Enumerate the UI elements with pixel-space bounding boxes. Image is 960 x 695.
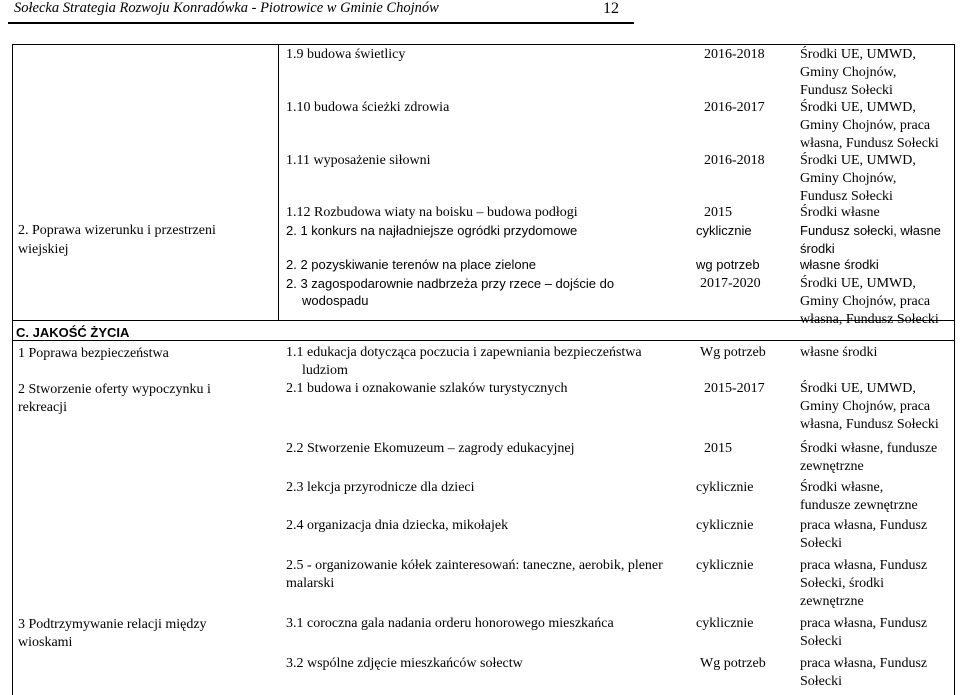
row-source: praca własna, Fundusz [800,518,928,533]
row-time: cyklicznie [696,558,754,573]
row-action: malarski [286,576,335,591]
row-time: 2015 [704,441,732,456]
document-header-title: Sołecka Strategia Rozwoju Konradówka - Piotrowice w Gminie Chojnów [14,0,439,16]
row-source: Fundusz sołecki, własne [800,223,941,238]
row-source: Gminy Chojnów, praca [800,294,931,309]
row-source: Sołecki [800,634,842,649]
row-time: cyklicznie [696,223,752,238]
row-action: ludziom [302,363,348,378]
goal-1-bezpieczenstwo: 1 Poprawa bezpieczeństwa [18,346,169,361]
row-source: własne środki [800,257,879,272]
row-time: cyklicznie [696,616,754,631]
row-time: 2016-2017 [704,100,765,115]
row-source: Sołecki, środki [800,576,884,591]
row-time: 2016-2018 [704,47,765,62]
row-source: Sołecki [800,674,842,689]
row-source: Środki UE, UMWD, [800,47,916,62]
section-heading-c: C. JAKOŚĆ ŻYCIA [16,325,130,340]
row-time: cyklicznie [696,480,754,495]
row-source: Środki UE, UMWD, [800,276,916,291]
row-source: Sołecki [800,536,842,551]
row-time: 2016-2018 [704,153,765,168]
row-source: Środki własne [800,205,880,220]
row-action: 2. 2 pozyskiwanie terenów na place zielone [286,257,537,272]
row-action: 2. 1 konkurs na najładniejsze ogródki przydomowe [286,223,578,238]
goal-2-wizerunek-line1: 2. Poprawa wizerunku i przestrzeni [18,223,216,238]
row-source: Środki własne, [800,480,884,495]
row-action: 1.12 Rozbudowa wiaty na boisku – budowa podłogi [286,205,578,220]
row-source: własne środki [800,345,878,360]
row-time: cyklicznie [696,518,754,533]
row-action: wodospadu [302,293,369,308]
row-action: 2.3 lekcja przyrodnicze dla dzieci [286,480,475,495]
row-action: 2.5 - organizowanie kółek zainteresowań: taneczne, aerobik, plener [286,558,663,573]
row-action: 2.1 budowa i oznakowanie szlaków turystycznych [286,381,568,396]
row-source: praca własna, Fundusz [800,558,928,573]
row-source: Gminy Chojnów, [800,65,897,80]
goal-3-relacje-line1: 3 Podtrzymywanie relacji między [18,617,207,632]
row-action: 1.10 budowa ścieżki zdrowia [286,100,450,115]
goal-2-oferta-line1: 2 Stworzenie oferty wypoczynku i [18,382,211,397]
goal-2-wizerunek-line2: wiejskiej [18,242,69,257]
row-source: zewnętrzne [800,594,864,609]
row-source: Środki UE, UMWD, [800,100,916,115]
row-time: Wg potrzeb [700,345,766,360]
page-number: 12 [603,0,619,17]
row-source: Gminy Chojnów, praca [800,399,931,414]
goal-2-oferta-line2: rekreacji [18,400,67,415]
row-source: praca własna, Fundusz [800,656,928,671]
row-action: 2.2 Stworzenie Ekomuzeum – zagrody edukacyjnej [286,441,575,456]
row-source: praca własna, Fundusz [800,616,928,631]
row-source: zewnętrzne [800,459,864,474]
row-time: 2015-2017 [704,381,765,396]
row-action: 3.2 wspólne zdjęcie mieszkańców sołectw [286,656,523,671]
row-action: 2.4 organizacja dnia dziecka, mikołajek [286,518,509,533]
row-source: Środki UE, UMWD, [800,381,916,396]
row-source: Gminy Chojnów, praca [800,118,931,133]
row-source: Fundusz Sołecki [800,189,893,204]
goal-3-relacje-line2: wioskami [18,635,73,650]
row-source: fundusze zewnętrzne [800,498,918,513]
row-source: środki [800,241,835,256]
row-action: 3.1 coroczna gala nadania orderu honorowego mieszkańca [286,616,614,631]
row-source: Środki UE, UMWD, [800,153,916,168]
row-action: 1.1 edukacja dotycząca poczucia i zapewniania bezpieczeństwa [286,345,642,360]
row-action: 1.11 wyposażenie siłowni [286,153,431,168]
row-source: własna, Fundusz Sołecki [800,136,939,151]
header-rule [8,22,634,24]
row-time: wg potrzeb [696,257,760,272]
row-source: Fundusz Sołecki [800,83,893,98]
row-source: własna, Fundusz Sołecki [800,312,939,327]
row-source: Gminy Chojnów, [800,171,897,186]
row-action: 1.9 budowa świetlicy [286,47,406,62]
row-time: Wg potrzeb [700,656,766,671]
row-source: własna, Fundusz Sołecki [800,417,939,432]
row-action: 2. 3 zagospodarownie nadbrzeża przy rzece – dojście do [286,276,615,291]
row-source: Środki własne, fundusze [800,441,938,456]
row-time: 2017-2020 [700,276,761,291]
row-time: 2015 [704,205,732,220]
